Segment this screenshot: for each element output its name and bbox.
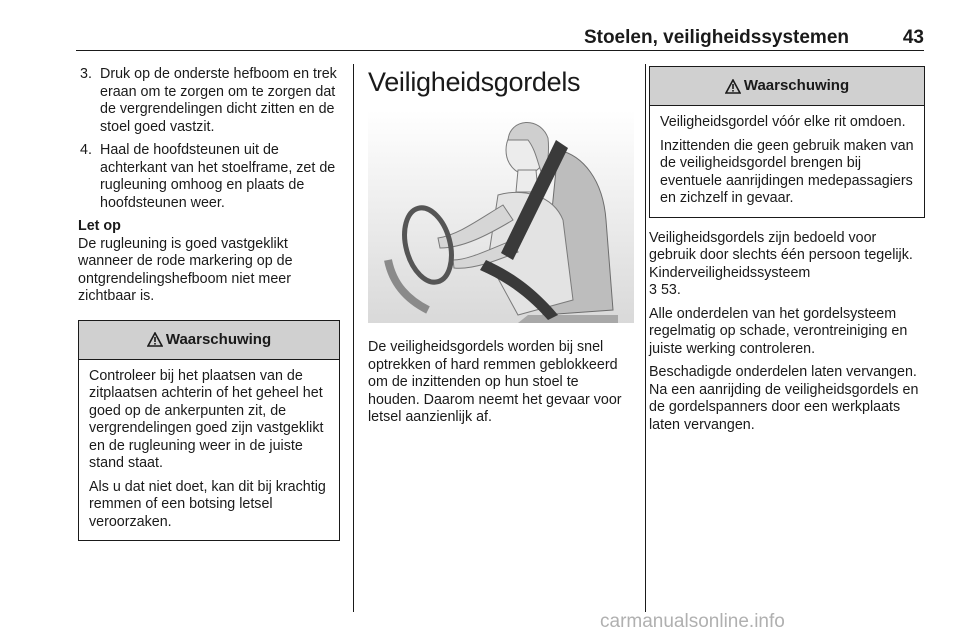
step-number: 4. (80, 142, 92, 158)
warning-paragraph: Veiligheidsgordel vóór elke rit omdoen. (660, 114, 906, 130)
page-number: 43 (902, 27, 924, 48)
warning-paragraph: Als u dat niet doet, kan dit bij krachtig remmen of een botsing letsel veroorzaken. (89, 478, 326, 530)
body-paragraph: Alle onderdelen van het gordelsysteem regelmatig op schade, verontreiniging en juiste werking controleren. (649, 305, 908, 357)
note-heading: Let op (78, 218, 121, 234)
step-number: 3. (80, 66, 92, 82)
step-item (78, 142, 340, 212)
chapter-heading: Veiligheidsgordels (368, 67, 581, 97)
body-text: Veiligheidsgordels zijn bedoeld voor gebruik door slechts één persoon tegelijk. Kinderveiligheidssysteem (649, 229, 913, 281)
warning-title: Waarschuwing (743, 77, 850, 95)
step-text: Druk op de onderste hefboom en trek eraan om te zorgen om te zorgen dat de vergrendelingen dicht zitten en de stoel goed vastzit. (100, 66, 337, 135)
step-text: Haal de hoofdsteunen uit de achterkant van het stoelframe, zet de rugleuning omhoog en plaats de hoofdsteunen weer. (100, 142, 336, 211)
note-text: De rugleuning is goed vastgeklikt wanneer de rode markering op de ontgrendelingshefboom niet meer zichtbaar is. (78, 235, 293, 304)
warning-body (79, 360, 339, 541)
warning-title: Waarschuwing (165, 330, 272, 348)
warning-paragraph: Inzittenden die geen gebruik maken van de veiligheidsgordel brengen bij eventuele aanrijdingen medepassagiers en zichzelf in gevaar. (660, 137, 914, 206)
warning-body (650, 106, 924, 217)
body-paragraph (649, 230, 925, 300)
column-left (78, 66, 340, 541)
body-paragraph: Beschadigde onderdelen laten vervangen. Na een aanrijding de veiligheidsgordels en de gordelspanners door een werkplaats laten vervangen. (649, 364, 919, 433)
section-title: Stoelen, veiligheidssystemen (583, 27, 849, 48)
column-divider-2 (645, 64, 646, 612)
column-right (649, 66, 925, 440)
column-divider-1 (353, 64, 354, 612)
warning-box (649, 66, 925, 218)
header-rule (76, 50, 924, 51)
warning-paragraph: Controleer bij het plaatsen van de zitplaatsen achterin of het geheel het goed op de ankerpunten zit, de vergrendelingen goed zijn vastgeklikt en de rugleuning weer in de juiste stand staat. (89, 367, 324, 471)
warning-box (78, 320, 340, 542)
step-item (78, 66, 340, 136)
seatbelt-illustration (368, 110, 634, 323)
step-list (78, 66, 340, 212)
warning-header (650, 67, 924, 106)
column-middle (368, 66, 634, 427)
page-reference[interactable]: 53. (660, 282, 681, 298)
warning-triangle-icon (725, 79, 741, 94)
warning-header (79, 321, 339, 360)
figure-caption: De veiligheidsgordels worden bij snel optrekken of hard remmen geblokkeerd om de inzittenden op hun stoel te houden. Daarom neemt het gevaar voor letsel aanzienlijk af. (368, 339, 622, 425)
page-reference-arrow-icon[interactable]: 3 (649, 282, 657, 298)
watermark: carmanualsonline.info (600, 611, 785, 632)
warning-triangle-icon (147, 332, 163, 347)
